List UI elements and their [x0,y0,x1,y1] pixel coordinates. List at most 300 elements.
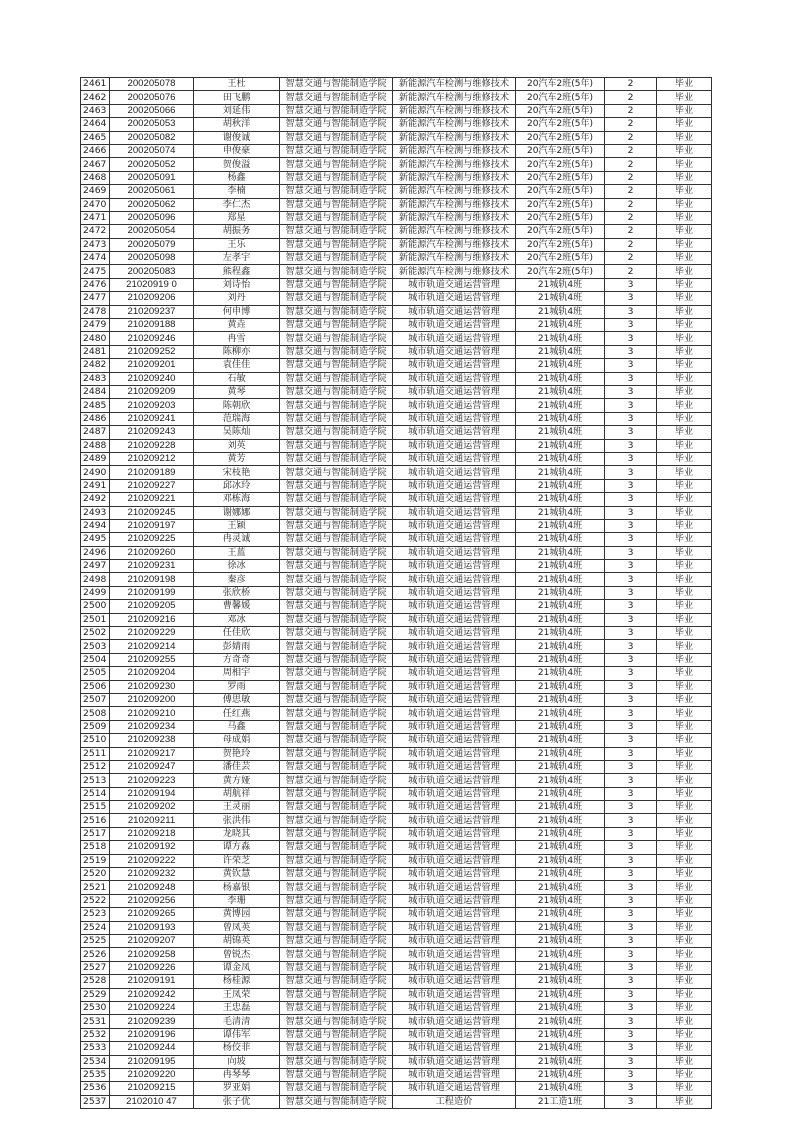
college-cell: 智慧交通与智能制造学院 [280,1082,393,1095]
name-cell: 胡秋洋 [194,118,280,131]
table-row [81,345,712,358]
student-id-cell: 210209239 [110,1015,194,1028]
major-cell: 城市轨道交通运营管理 [393,305,516,318]
name-cell: 潘佳芸 [194,760,280,773]
duration-cell: 3 [605,506,657,519]
class-cell: 21城轨4班 [516,1055,605,1068]
status-cell: 毕业 [657,734,712,747]
table-row [81,305,712,318]
college-cell: 智慧交通与智能制造学院 [280,171,393,184]
status-cell: 毕业 [657,854,712,867]
class-cell: 20汽车2班(5年) [516,238,605,251]
table-row [81,707,712,720]
status-cell: 毕业 [657,252,712,265]
major-cell: 城市轨道交通运营管理 [393,988,516,1001]
table-row [81,573,712,586]
status-cell: 毕业 [657,372,712,385]
student-id-cell: 210209217 [110,747,194,760]
college-cell: 智慧交通与智能制造学院 [280,305,393,318]
seq-cell: 2506 [81,680,110,693]
major-cell: 城市轨道交通运营管理 [393,613,516,626]
major-cell: 新能源汽车检测与维修技术 [393,265,516,278]
duration-cell: 3 [605,319,657,332]
status-cell: 毕业 [657,158,712,171]
duration-cell: 2 [605,158,657,171]
class-cell: 21城轨4班 [516,573,605,586]
class-cell: 21城轨4班 [516,319,605,332]
college-cell: 智慧交通与智能制造学院 [280,667,393,680]
class-cell: 21城轨4班 [516,493,605,506]
name-cell: 杨鑫 [194,171,280,184]
table-row [81,693,712,706]
table-row [81,1028,712,1041]
major-cell: 城市轨道交通运营管理 [393,439,516,452]
name-cell: 刘诗怡 [194,278,280,291]
duration-cell: 3 [605,1001,657,1014]
seq-cell: 2505 [81,667,110,680]
seq-cell: 2514 [81,787,110,800]
major-cell: 城市轨道交通运营管理 [393,881,516,894]
class-cell: 21城轨4班 [516,332,605,345]
duration-cell: 3 [605,801,657,814]
table-row [81,586,712,599]
major-cell: 工程造价 [393,1095,516,1108]
student-id-cell: 210209256 [110,894,194,907]
major-cell: 城市轨道交通运营管理 [393,506,516,519]
class-cell: 21城轨4班 [516,439,605,452]
class-cell: 21城轨4班 [516,1068,605,1081]
college-cell: 智慧交通与智能制造学院 [280,921,393,934]
seq-cell: 2497 [81,560,110,573]
duration-cell: 2 [605,144,657,157]
name-cell: 田飞鹏 [194,91,280,104]
name-cell: 石敏 [194,372,280,385]
status-cell: 毕业 [657,1001,712,1014]
college-cell: 智慧交通与智能制造学院 [280,439,393,452]
student-id-cell: 210209221 [110,493,194,506]
seq-cell: 2537 [81,1095,110,1108]
college-cell: 智慧交通与智能制造学院 [280,988,393,1001]
class-cell: 21城轨4班 [516,627,605,640]
status-cell: 毕业 [657,921,712,934]
student-id-cell: 210209234 [110,720,194,733]
status-cell: 毕业 [657,452,712,465]
name-cell: 申俊豪 [194,144,280,157]
name-cell: 王蓝 [194,546,280,559]
status-cell: 毕业 [657,894,712,907]
status-cell: 毕业 [657,171,712,184]
status-cell: 毕业 [657,680,712,693]
status-cell: 毕业 [657,720,712,733]
class-cell: 21城轨4班 [516,935,605,948]
class-cell: 21城轨4班 [516,747,605,760]
duration-cell: 3 [605,345,657,358]
college-cell: 智慧交通与智能制造学院 [280,586,393,599]
name-cell: 邓冰 [194,613,280,626]
class-cell: 21城轨4班 [516,452,605,465]
name-cell: 贺俊溢 [194,158,280,171]
duration-cell: 2 [605,118,657,131]
status-cell: 毕业 [657,305,712,318]
table-row [81,466,712,479]
name-cell: 杨桂源 [194,975,280,988]
college-cell: 智慧交通与智能制造学院 [280,774,393,787]
student-id-cell: 210209226 [110,961,194,974]
seq-cell: 2479 [81,319,110,332]
table-row [81,506,712,519]
seq-cell: 2524 [81,921,110,934]
seq-cell: 2480 [81,332,110,345]
seq-cell: 2535 [81,1068,110,1081]
duration-cell: 3 [605,1082,657,1095]
college-cell: 智慧交通与智能制造学院 [280,345,393,358]
duration-cell: 2 [605,265,657,278]
duration-cell: 3 [605,747,657,760]
major-cell: 城市轨道交通运营管理 [393,975,516,988]
college-cell: 智慧交通与智能制造学院 [280,292,393,305]
table-row [81,667,712,680]
status-cell: 毕业 [657,961,712,974]
duration-cell: 3 [605,560,657,573]
seq-cell: 2529 [81,988,110,1001]
seq-cell: 2533 [81,1042,110,1055]
college-cell: 智慧交通与智能制造学院 [280,854,393,867]
major-cell: 城市轨道交通运营管理 [393,894,516,907]
table-row [81,600,712,613]
duration-cell: 3 [605,881,657,894]
name-cell: 徐冰 [194,560,280,573]
student-id-cell: 210209201 [110,359,194,372]
college-cell: 智慧交通与智能制造学院 [280,627,393,640]
status-cell: 毕业 [657,238,712,251]
major-cell: 城市轨道交通运营管理 [393,720,516,733]
duration-cell: 3 [605,385,657,398]
college-cell: 智慧交通与智能制造学院 [280,385,393,398]
college-cell: 智慧交通与智能制造学院 [280,787,393,800]
student-id-cell: 200205053 [110,118,194,131]
class-cell: 20汽车2班(5年) [516,171,605,184]
name-cell: 曹馨媛 [194,600,280,613]
major-cell: 新能源汽车检测与维修技术 [393,171,516,184]
status-cell: 毕业 [657,78,712,91]
status-cell: 毕业 [657,345,712,358]
name-cell: 刘延伟 [194,104,280,117]
class-cell: 21城轨4班 [516,426,605,439]
name-cell: 贺艳玲 [194,747,280,760]
seq-cell: 2470 [81,198,110,211]
seq-cell: 2519 [81,854,110,867]
status-cell: 毕业 [657,975,712,988]
class-cell: 20汽车2班(5年) [516,118,605,131]
major-cell: 城市轨道交通运营管理 [393,399,516,412]
college-cell: 智慧交通与智能制造学院 [280,546,393,559]
college-cell: 智慧交通与智能制造学院 [280,908,393,921]
table-row [81,426,712,439]
college-cell: 智慧交通与智能制造学院 [280,560,393,573]
name-cell: 傅思敏 [194,693,280,706]
table-row [81,908,712,921]
college-cell: 智慧交通与智能制造学院 [280,814,393,827]
college-cell: 智慧交通与智能制造学院 [280,975,393,988]
college-cell: 智慧交通与智能制造学院 [280,426,393,439]
class-cell: 21城轨4班 [516,586,605,599]
duration-cell: 3 [605,734,657,747]
status-cell: 毕业 [657,881,712,894]
major-cell: 新能源汽车检测与维修技术 [393,238,516,251]
name-cell: 周相宇 [194,667,280,680]
college-cell: 智慧交通与智能制造学院 [280,707,393,720]
class-cell: 21城轨4班 [516,921,605,934]
college-cell: 智慧交通与智能制造学院 [280,319,393,332]
table-row [81,921,712,934]
class-cell: 21城轨4班 [516,975,605,988]
name-cell: 王灵丽 [194,801,280,814]
duration-cell: 3 [605,586,657,599]
table-row [81,613,712,626]
table-row [81,452,712,465]
college-cell: 智慧交通与智能制造学院 [280,131,393,144]
class-cell: 21城轨4班 [516,1001,605,1014]
name-cell: 向坡 [194,1055,280,1068]
status-cell: 毕业 [657,385,712,398]
table-row [81,359,712,372]
duration-cell: 2 [605,198,657,211]
duration-cell: 2 [605,211,657,224]
name-cell: 马鑫 [194,720,280,733]
seq-cell: 2503 [81,640,110,653]
seq-cell: 2494 [81,519,110,532]
class-cell: 21城轨4班 [516,720,605,733]
duration-cell: 3 [605,359,657,372]
table-row [81,760,712,773]
name-cell: 郑星 [194,211,280,224]
status-cell: 毕业 [657,359,712,372]
college-cell: 智慧交通与智能制造学院 [280,185,393,198]
table-row [81,827,712,840]
duration-cell: 3 [605,493,657,506]
name-cell: 曾锐杰 [194,948,280,961]
table-row [81,131,712,144]
college-cell: 智慧交通与智能制造学院 [280,198,393,211]
seq-cell: 2490 [81,466,110,479]
seq-cell: 2461 [81,78,110,91]
seq-cell: 2513 [81,774,110,787]
college-cell: 智慧交通与智能制造学院 [280,1068,393,1081]
class-cell: 21城轨4班 [516,961,605,974]
major-cell: 城市轨道交通运营管理 [393,586,516,599]
status-cell: 毕业 [657,1055,712,1068]
table-row [81,385,712,398]
college-cell: 智慧交通与智能制造学院 [280,506,393,519]
duration-cell: 3 [605,787,657,800]
status-cell: 毕业 [657,640,712,653]
name-cell: 谢俊诚 [194,131,280,144]
duration-cell: 3 [605,841,657,854]
status-cell: 毕业 [657,265,712,278]
class-cell: 21城轨4班 [516,600,605,613]
duration-cell: 3 [605,653,657,666]
class-cell: 20汽车2班(5年) [516,252,605,265]
major-cell: 城市轨道交通运营管理 [393,385,516,398]
student-id-cell: 200205062 [110,198,194,211]
duration-cell: 3 [605,680,657,693]
duration-cell: 3 [605,774,657,787]
duration-cell: 2 [605,131,657,144]
college-cell: 智慧交通与智能制造学院 [280,734,393,747]
college-cell: 智慧交通与智能制造学院 [280,225,393,238]
major-cell: 城市轨道交通运营管理 [393,653,516,666]
class-cell: 21城轨4班 [516,841,605,854]
class-cell: 21城轨4班 [516,345,605,358]
status-cell: 毕业 [657,225,712,238]
student-id-cell: 200205096 [110,211,194,224]
table-row [81,319,712,332]
duration-cell: 2 [605,171,657,184]
major-cell: 城市轨道交通运营管理 [393,1028,516,1041]
seq-cell: 2517 [81,827,110,840]
student-id-cell: 210209200 [110,693,194,706]
student-id-cell: 200205091 [110,171,194,184]
duration-cell: 3 [605,1095,657,1108]
student-id-cell: 210209205 [110,600,194,613]
major-cell: 城市轨道交通运营管理 [393,693,516,706]
status-cell: 毕业 [657,948,712,961]
status-cell: 毕业 [657,1042,712,1055]
college-cell: 智慧交通与智能制造学院 [280,278,393,291]
status-cell: 毕业 [657,600,712,613]
class-cell: 21城轨4班 [516,787,605,800]
class-cell: 21城轨4班 [516,1082,605,1095]
status-cell: 毕业 [657,707,712,720]
college-cell: 智慧交通与智能制造学院 [280,466,393,479]
table-row [81,734,712,747]
duration-cell: 3 [605,1042,657,1055]
duration-cell: 2 [605,225,657,238]
class-cell: 21城轨4班 [516,399,605,412]
name-cell: 母成娟 [194,734,280,747]
class-cell: 20汽车2班(5年) [516,144,605,157]
class-cell: 20汽车2班(5年) [516,78,605,91]
student-id-cell: 210209265 [110,908,194,921]
name-cell: 黄琴 [194,385,280,398]
major-cell: 新能源汽车检测与维修技术 [393,158,516,171]
name-cell: 谭金凤 [194,961,280,974]
table-row [81,894,712,907]
student-id-cell: 210209220 [110,1068,194,1081]
table-row [81,814,712,827]
seq-cell: 2508 [81,707,110,720]
college-cell: 智慧交通与智能制造学院 [280,533,393,546]
major-cell: 城市轨道交通运营管理 [393,961,516,974]
major-cell: 城市轨道交通运营管理 [393,319,516,332]
seq-cell: 2534 [81,1055,110,1068]
student-id-cell: 200205082 [110,131,194,144]
table-row [81,1068,712,1081]
class-cell: 20汽车2班(5年) [516,185,605,198]
name-cell: 胡航祥 [194,787,280,800]
duration-cell: 3 [605,573,657,586]
duration-cell: 2 [605,78,657,91]
duration-cell: 2 [605,185,657,198]
student-id-cell: 210209215 [110,1082,194,1095]
major-cell: 城市轨道交通运营管理 [393,466,516,479]
status-cell: 毕业 [657,319,712,332]
class-cell: 21城轨4班 [516,1015,605,1028]
status-cell: 毕业 [657,573,712,586]
table-row [81,854,712,867]
name-cell: 毛清清 [194,1015,280,1028]
status-cell: 毕业 [657,560,712,573]
status-cell: 毕业 [657,613,712,626]
seq-cell: 2509 [81,720,110,733]
duration-cell: 3 [605,546,657,559]
student-id-cell: 210209216 [110,613,194,626]
seq-cell: 2463 [81,104,110,117]
major-cell: 城市轨道交通运营管理 [393,292,516,305]
duration-cell: 3 [605,426,657,439]
table-row [81,144,712,157]
seq-cell: 2485 [81,399,110,412]
table-row [81,479,712,492]
major-cell: 新能源汽车检测与维修技术 [393,104,516,117]
student-id-cell: 210209252 [110,345,194,358]
class-cell: 21城轨4班 [516,533,605,546]
major-cell: 城市轨道交通运营管理 [393,854,516,867]
table-row [81,1095,712,1108]
student-id-cell: 210209204 [110,667,194,680]
major-cell: 城市轨道交通运营管理 [393,533,516,546]
class-cell: 21城轨4班 [516,827,605,840]
class-cell: 21城轨4班 [516,774,605,787]
duration-cell: 3 [605,961,657,974]
major-cell: 城市轨道交通运营管理 [393,372,516,385]
major-cell: 城市轨道交通运营管理 [393,493,516,506]
seq-cell: 2465 [81,131,110,144]
college-cell: 智慧交通与智能制造学院 [280,693,393,706]
student-id-cell: 210209192 [110,841,194,854]
duration-cell: 3 [605,1055,657,1068]
student-id-cell: 210209244 [110,1042,194,1055]
major-cell: 城市轨道交通运营管理 [393,774,516,787]
college-cell: 智慧交通与智能制造学院 [280,332,393,345]
table-row [81,158,712,171]
duration-cell: 3 [605,720,657,733]
seq-cell: 2487 [81,426,110,439]
college-cell: 智慧交通与智能制造学院 [280,894,393,907]
college-cell: 智慧交通与智能制造学院 [280,412,393,425]
table-row [81,265,712,278]
name-cell: 熊程鑫 [194,265,280,278]
duration-cell: 2 [605,238,657,251]
status-cell: 毕业 [657,144,712,157]
student-id-cell: 210209211 [110,814,194,827]
student-id-cell: 210209206 [110,292,194,305]
student-id-cell: 21020919 0 [110,278,194,291]
name-cell: 吴陈灿 [194,426,280,439]
duration-cell: 3 [605,814,657,827]
major-cell: 城市轨道交通运营管理 [393,1068,516,1081]
college-cell: 智慧交通与智能制造学院 [280,359,393,372]
table-row [81,747,712,760]
student-id-cell: 200205079 [110,238,194,251]
status-cell: 毕业 [657,198,712,211]
class-cell: 21城轨4班 [516,278,605,291]
seq-cell: 2489 [81,452,110,465]
college-cell: 智慧交通与智能制造学院 [280,211,393,224]
table-row [81,948,712,961]
seq-cell: 2473 [81,238,110,251]
name-cell: 彭婧雨 [194,640,280,653]
